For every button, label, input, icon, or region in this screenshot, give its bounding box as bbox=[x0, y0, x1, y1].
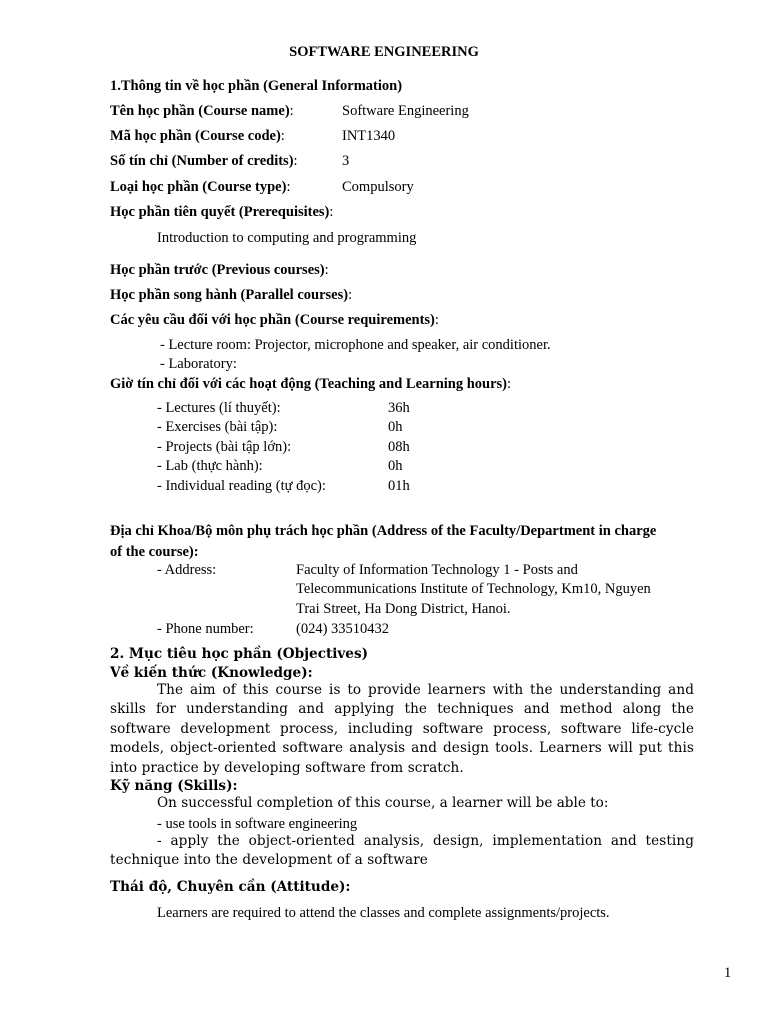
hours-value: 0h bbox=[388, 419, 403, 435]
hours-activity: - Exercises (bài tập): bbox=[157, 419, 278, 435]
course-name-value: Software Engineering bbox=[342, 103, 469, 119]
requirement-item: - Laboratory: bbox=[160, 356, 237, 372]
address-key: - Address: bbox=[157, 562, 217, 578]
skills-label: Kỹ năng (Skills): bbox=[110, 778, 238, 794]
parallel-courses-label: Học phần song hành (Parallel courses): bbox=[110, 287, 353, 303]
course-name-label: Tên học phần (Course name): bbox=[110, 103, 294, 119]
skills-item: - use tools in software engineering bbox=[157, 816, 358, 832]
course-code-value: INT1340 bbox=[342, 128, 396, 144]
prerequisites-label: Học phần tiên quyết (Prerequisites): bbox=[110, 204, 334, 220]
general-info-heading: 1.Thông tin về học phần (General Information) bbox=[110, 78, 403, 94]
course-requirements-label: Các yêu cầu đối với học phần (Course requirements): bbox=[110, 312, 439, 328]
hours-activity: - Lab (thực hành): bbox=[157, 458, 263, 474]
objectives-heading: 2. Mục tiêu học phần (Objectives) bbox=[110, 646, 369, 662]
prerequisites-value: Introduction to computing and programming bbox=[157, 230, 417, 246]
attitude-text: Learners are required to attend the classes and complete assignments/projects. bbox=[157, 905, 610, 921]
address-label-line1: Địa chỉ Khoa/Bộ môn phụ trách học phần (Address of the Faculty/Department in charge bbox=[110, 523, 657, 539]
page-number: 1 bbox=[724, 965, 732, 981]
address-line: Faculty of Information Technology 1 - Posts and bbox=[296, 562, 578, 578]
address-label-line2: of the course): bbox=[110, 544, 199, 560]
knowledge-paragraph: The aim of this course is to provide learners with the understanding and skills for understanding and applying the techniques and method along the software development process, including software process, software life-cycle models, object-oriented software analysis and design tools. Learners will put this into practice by developing software from scratch. bbox=[110, 682, 694, 776]
course-type-value: Compulsory bbox=[342, 179, 414, 195]
teaching-hours-label: Giờ tín chỉ đối với các hoạt động (Teaching and Learning hours): bbox=[110, 376, 512, 392]
document-title: SOFTWARE ENGINEERING bbox=[289, 44, 479, 60]
credits-label: Số tín chỉ (Number of credits): bbox=[110, 153, 298, 169]
skills-item-paragraph: - apply the object-oriented analysis, design, implementation and testing technique into the development of a software bbox=[110, 833, 694, 869]
requirement-item: - Lecture room: Projector, microphone and speaker, air conditioner. bbox=[160, 337, 551, 353]
hours-value: 36h bbox=[388, 400, 410, 416]
hours-value: 01h bbox=[388, 478, 410, 494]
course-code-label: Mã học phần (Course code): bbox=[110, 128, 285, 144]
phone-key: - Phone number: bbox=[157, 621, 254, 637]
hours-activity: - Projects (bài tập lớn): bbox=[157, 439, 292, 455]
previous-courses-label: Học phần trước (Previous courses): bbox=[110, 262, 329, 278]
knowledge-label: Về kiến thức (Knowledge): bbox=[110, 665, 313, 681]
address-line: Telecommunications Institute of Technology, Km10, Nguyen bbox=[296, 581, 651, 597]
address-line: Trai Street, Ha Dong District, Hanoi. bbox=[296, 601, 511, 617]
attitude-label: Thái độ, Chuyên cần (Attitude): bbox=[110, 879, 351, 895]
phone-value: (024) 33510432 bbox=[296, 621, 390, 637]
hours-activity: - Lectures (lí thuyết): bbox=[157, 400, 281, 416]
hours-value: 08h bbox=[388, 439, 410, 455]
hours-activity: - Individual reading (tự đọc): bbox=[157, 478, 326, 494]
skills-intro: On successful completion of this course, a learner will be able to: bbox=[157, 795, 609, 811]
credits-value: 3 bbox=[342, 153, 350, 169]
hours-value: 0h bbox=[388, 458, 403, 474]
course-type-label: Loại học phần (Course type): bbox=[110, 179, 291, 195]
